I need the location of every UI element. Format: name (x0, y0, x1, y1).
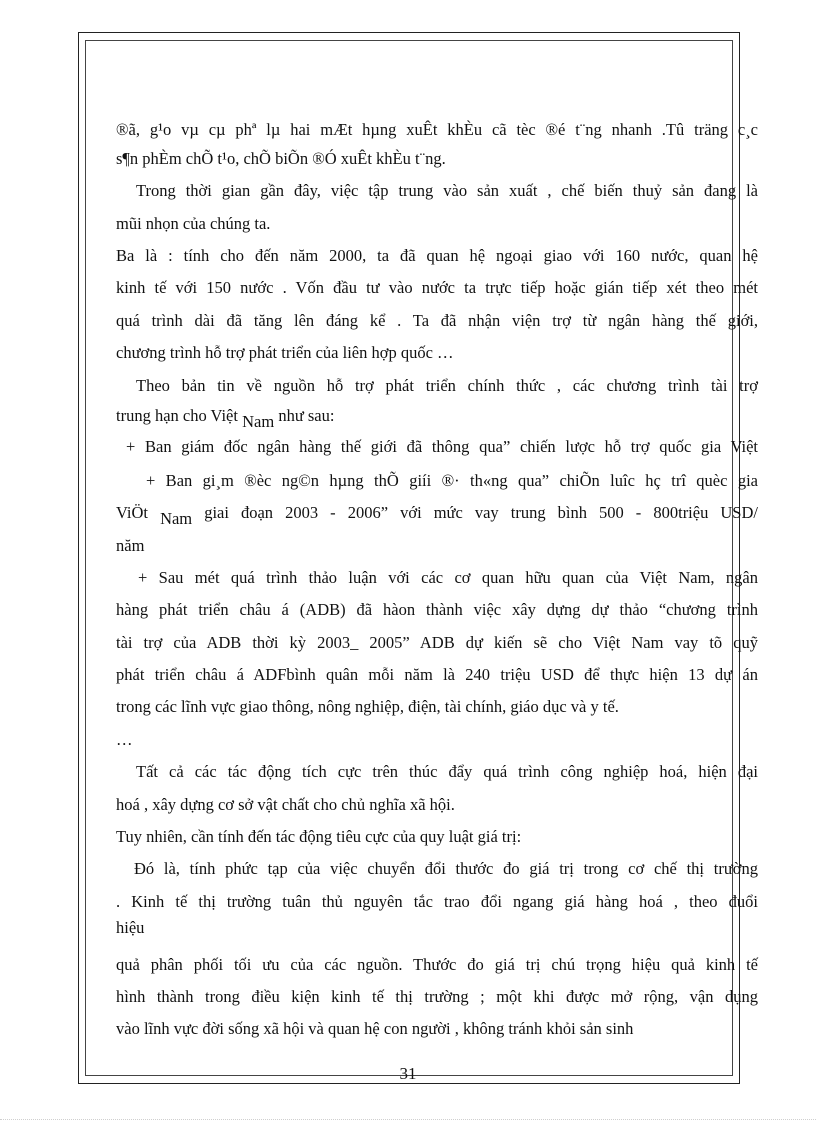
page-separator (0, 1119, 816, 1120)
text-line: phát triển châu á ADFbình quân mỗi năm là 240 triệu USD để thực hiện 13 dự án (116, 665, 758, 684)
text-line: vào lĩnh vực đời sống xã hội và quan hệ con người , không tránh khỏi sản sinh (116, 1019, 634, 1038)
text-line: Tất cả các tác động tích cực trên thúc đẩy quá trình công nghiệp hoá, hiện đại (136, 762, 758, 781)
text-line: + Ban giám đốc ngân hàng thế giới đã thông qua” chiến lược hỗ trợ quốc gia Việt (126, 437, 758, 456)
text-line: quả phân phối tối ưu của các nguồn. Thước đo giá trị chú trọng hiệu quả kinh tế (116, 955, 758, 974)
text-line (116, 406, 758, 431)
text-line: . Kinh tế thị trường tuân thủ nguyên tắc trao đổi ngang giá hàng hoá , theo đuổi (116, 892, 758, 911)
text-run: trung hạn cho Việt (116, 406, 243, 425)
text-line: ®ã, g¹o vµ cµ phª lµ hai mÆt hµng xuÊt khÈu cã tèc ®é t¨ng nhanh .Tû träng c¸c (116, 120, 758, 139)
text-run: ViÖt (116, 503, 161, 522)
text-line: Theo bản tin về nguồn hỗ trợ phát triển chính thức , các chương trình tài trợ (136, 376, 758, 395)
text-line: hình thành trong điều kiện kinh tế thị trường ; một khi được mở rộng, vận dụng (116, 987, 758, 1006)
text-line: kinh tế với 150 nước . Vốn đầu tư vào nước ta trực tiếp hoặc gián tiếp xét theo mét (116, 278, 758, 297)
page-number: 31 (399, 1064, 417, 1083)
text-line: trong các lĩnh vực giao thông, nông nghiệp, điện, tài chính, giáo dục và y tế. (116, 697, 619, 716)
subscript-word: Nam (242, 412, 275, 431)
text-line: chương trình hỗ trợ phát triển của liên hợp quốc … (116, 343, 454, 362)
text-run: giai đoạn 2003 - 2006” với mức vay trung bình 500 - 800triệu USD/ (192, 503, 758, 522)
text-line: Trong thời gian gần đây, việc tập trung vào sản xuất , chế biến thuỷ sản đang là (136, 181, 758, 200)
text-line: mũi nhọn của chúng ta. (116, 214, 271, 233)
text-line: + Ban gi¸m ®èc ng©n hµng thÕ giíi ®· th«ng qua” chiÕn luîc hç trî quèc gia (146, 471, 758, 490)
text-run: như sau: (274, 406, 335, 425)
subscript-word: Nam (160, 509, 193, 528)
text-line: tài trợ của ADB thời kỳ 2003_ 2005” ADB dự kiến sẽ cho Việt Nam vay tõ quỹ (116, 633, 758, 652)
text-line: + Sau mét quá trình thảo luận với các cơ quan hữu quan của Việt Nam, ngân (138, 568, 758, 587)
text-line: s¶n phÈm chÕ t¹o, chÕ biÕn ®Ó xuÊt khÈu t¨ng. (116, 149, 446, 168)
text-line: hoá , xây dựng cơ sở vật chất cho chủ nghĩa xã hội. (116, 795, 455, 814)
text-line: Tuy nhiên, cần tính đến tác động tiêu cực của quy luật giá trị: (116, 827, 522, 846)
text-line: hàng phát triển châu á (ADB) đã hàon thành việc xây dựng dự thảo “chương trình (116, 600, 758, 619)
text-line: Đó là, tính phức tạp của việc chuyển đổi thước đo giá trị trong cơ chế thị trường (134, 859, 758, 878)
text-line: hiệu (116, 918, 145, 937)
text-line: Ba là : tính cho đến năm 2000, ta đã quan hệ ngoại giao với 160 nước, quan hệ (116, 246, 758, 265)
text-line (116, 503, 758, 528)
text-line: năm (116, 536, 145, 555)
text-line: quá trình dài đã tăng lên đáng kể . Ta đã nhận viện trợ từ ngân hàng thế giới, (116, 311, 758, 330)
text-line: … (116, 730, 133, 749)
